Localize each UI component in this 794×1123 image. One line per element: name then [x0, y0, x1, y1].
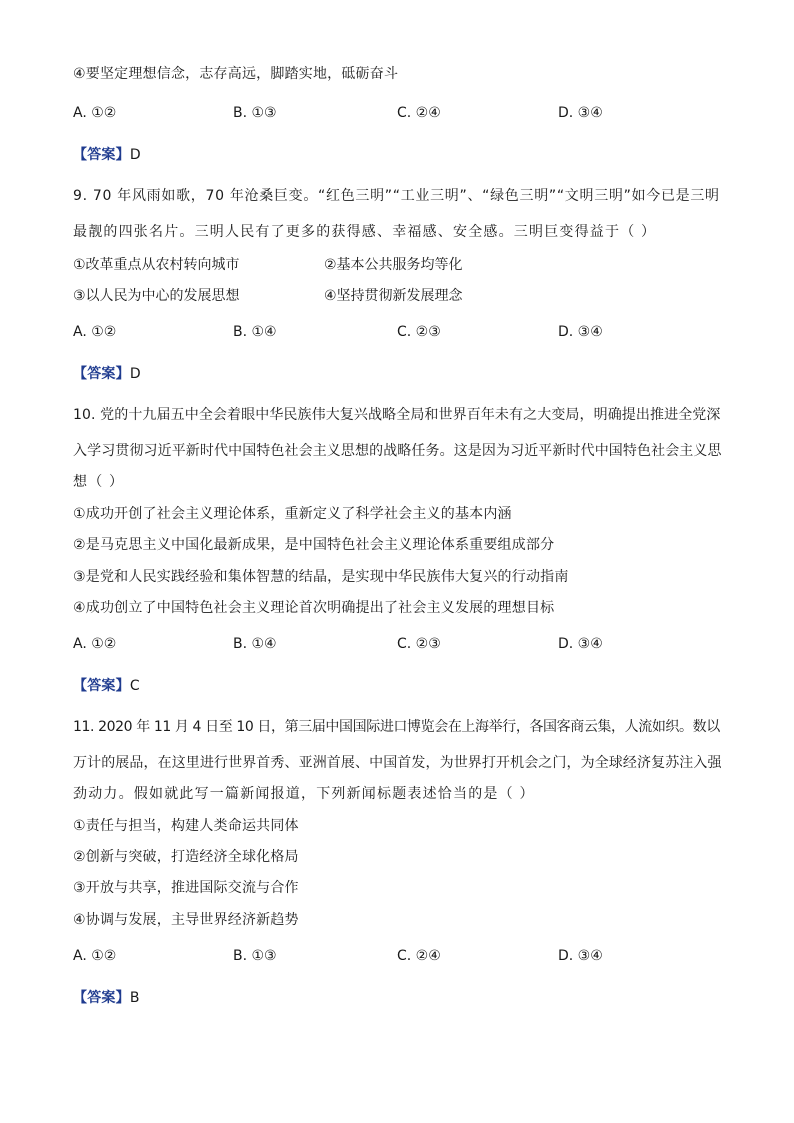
q10-item-3: ③是党和人民实践经验和集体智慧的结晶，是实现中华民族伟大复兴的行动指南: [73, 569, 569, 585]
answer-label: 【答案】: [73, 366, 130, 382]
answer-label: 【答案】: [73, 990, 130, 1006]
q11-choice-a: A. ①②: [73, 948, 117, 964]
q9-stem-line-2: 最靓的四张名片。三明人民有了更多的获得感、幸福感、安全感。三明巨变得益于（ ）: [73, 224, 657, 240]
q8-item-4: ④要坚定理想信念，志存高远，脚踏实地，砥砺奋斗: [73, 66, 399, 82]
q9-item-1: ①改革重点从农村转向城市: [73, 257, 240, 273]
answer-label: 【答案】: [73, 678, 130, 694]
q9-choice-a: A. ①②: [73, 324, 117, 340]
q10-choice-b: B. ①④: [233, 636, 277, 652]
q10-stem-line-3: 想（ ）: [73, 474, 125, 490]
q11-stem-line-2: 万计的展品，在这里进行世界首秀、亚洲首展、中国首发，为世界打开机会之门，为全球经济复苏注入强: [73, 755, 722, 771]
q11-item-3: ③开放与共享，推进国际交流与合作: [73, 880, 299, 896]
q11-choice-d: D. ③④: [558, 948, 603, 964]
q10-choice-d: D. ③④: [558, 636, 603, 652]
q11-stem-line-1: 11. 2020 年 11 月 4 日至 10 日，第三届中国国际进口博览会在上海举行，各国客商云集，人流如织。数以: [73, 719, 720, 735]
q9-choice-d: D. ③④: [558, 324, 603, 340]
q10-item-4: ④成功创立了中国特色社会主义理论首次明确提出了社会主义发展的理想目标: [73, 600, 555, 616]
q11-choice-b: B. ①③: [233, 948, 277, 964]
q9-item-3: ③以人民为中心的发展思想: [73, 288, 240, 304]
q10-item-1: ①成功开创了社会主义理论体系，重新定义了科学社会主义的基本内涵: [73, 506, 512, 522]
q10-answer: [73, 676, 140, 696]
q8-choice-d: D. ③④: [558, 105, 603, 121]
q10-choice-a: A. ①②: [73, 636, 117, 652]
q11-item-2: ②创新与突破，打造经济全球化格局: [73, 849, 299, 865]
q8-choice-b: B. ①③: [233, 105, 277, 121]
q11-item-1: ①责任与担当，构建人类命运共同体: [73, 818, 299, 834]
q9-stem-line-1: 9. 70 年风雨如歌，70 年沧桑巨变。“红色三明”“工业三明”、“绿色三明”“文明三明”如今已是三明: [73, 188, 720, 204]
q11-stem-line-3: 劲动力。假如就此写一篇新闻报道，下列新闻标题表述恰当的是（ ）: [73, 786, 535, 802]
q8-choice-c: C. ②④: [397, 105, 441, 121]
q9-item-2: ②基本公共服务均等化: [324, 257, 463, 273]
q9-answer: [73, 364, 141, 384]
q10-stem-line-1: 10. 党的十九届五中全会着眼中华民族伟大复兴战略全局和世界百年未有之大变局，明确提出推进全党深: [73, 407, 721, 423]
answer-value: C: [129, 678, 140, 694]
q11-item-4: ④协调与发展，主导世界经济新趋势: [73, 912, 299, 928]
q9-item-4: ④坚持贯彻新发展理念: [324, 288, 463, 304]
q10-item-2: ②是马克思主义中国化最新成果，是中国特色社会主义理论体系重要组成部分: [73, 537, 555, 553]
q11-choice-c: C. ②④: [397, 948, 441, 964]
q10-choice-c: C. ②③: [397, 636, 441, 652]
q10-stem-line-2: 入学习贯彻习近平新时代中国特色社会主义思想的战略任务。这是因为习近平新时代中国特色社会主义思: [73, 443, 722, 459]
answer-value: D: [129, 366, 141, 382]
q8-choice-a: A. ①②: [73, 105, 117, 121]
answer-value: D: [129, 147, 141, 163]
q8-answer: [73, 145, 141, 165]
answer-value: B: [129, 990, 140, 1006]
q9-choice-c: C. ②③: [397, 324, 441, 340]
q11-answer: [73, 988, 140, 1008]
q9-choice-b: B. ①④: [233, 324, 277, 340]
answer-label: 【答案】: [73, 147, 130, 163]
